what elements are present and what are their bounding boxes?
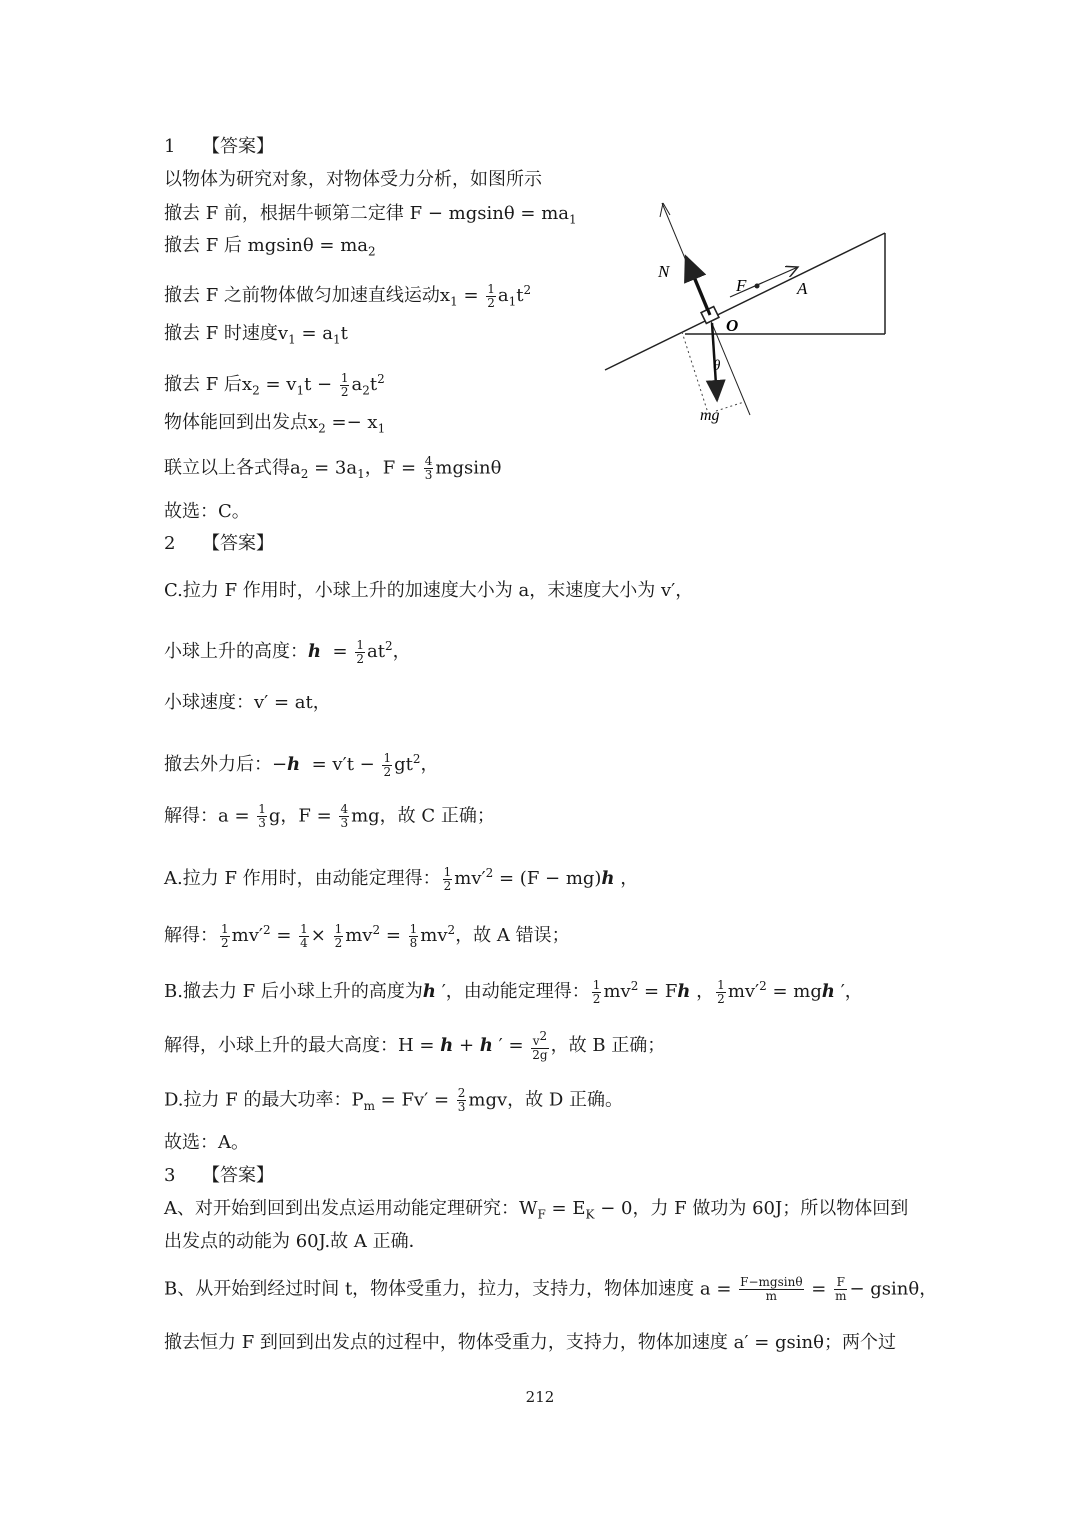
q2-line-5: 解得：a = $\frac{1}{3}$ g，F = $\frac{4}{3}$ mg，故 C 正确；: [164, 802, 495, 830]
q2-header: [164, 531, 274, 557]
q1-line-3: 撤去 F 后 $mgsin\theta = ma_2$: [164, 235, 376, 259]
q2-conclusion: 故选：A。: [164, 1132, 249, 1153]
q1-line-8: 联立以上各式得$a_2 = 3a_1$，F = $\frac{4}{3}$ mgsinθ: [164, 454, 502, 482]
q2-number: 2: [164, 533, 176, 554]
q1-line-1: 以物体为研究对象，对物体受力分析，如图所示: [164, 169, 542, 190]
page-number: 212: [525, 1388, 555, 1406]
label-theta: θ: [713, 358, 721, 374]
q2-line-4: 撤去外力后：−ℎ = v′t − $\frac{1}{2}$ $gt^2$，: [164, 750, 439, 779]
label-f: F: [736, 276, 747, 295]
incline-line: [605, 233, 885, 370]
q1-line-4: 撤去 F 之前物体做匀加速直线运动$x_1$ = $\frac{1}{2}$ $a_1t^2$: [164, 281, 532, 310]
q1-header: [164, 134, 274, 160]
normal-force-arrow: [686, 257, 710, 315]
q1-line-7: 物体能回到出发点$x_2 =- x_1$: [164, 412, 386, 436]
label-mg: mg: [700, 407, 720, 424]
q2-line-10: D.拉力 F 的最大功率：$P_m = Fv'$ = $\frac{2}{3}$ mgv，故 D 正确。: [164, 1086, 624, 1114]
q1-line-5: 撤去 F 时速度$v_1 = a_1t$: [164, 323, 348, 347]
force-diagram: [600, 195, 900, 425]
q2-line-9: 解得，小球上升的最大高度：H = ℎ + ℎ ′ = $\frac{v^2}{2g}$ ，故 B 正确；: [164, 1029, 666, 1062]
q1-number: 1: [164, 136, 176, 157]
q1-line-2: 撤去 F 前，根据牛顿第二定律 $F - mgsin\theta = ma_1$: [164, 203, 577, 227]
q3-line-3: B、从开始到经过时间 t，物体受重力，拉力，支持力，物体加速度 a = $\frac{F-mgsin\theta}{m}$ = $\frac{F}{m}$ − gsinθ，: [164, 1275, 938, 1303]
q3-title: 【答案】: [202, 1165, 274, 1186]
label-o: O: [726, 316, 739, 335]
q2-line-6: A.拉力 F 作用时，由动能定理得： $\frac{1}{2}$ $mv'^2 = (F$ − mg)ℎ ，: [164, 864, 639, 893]
q2-title: 【答案】: [202, 533, 274, 554]
q2-line-3: 小球速度：v′ = at，: [164, 692, 331, 713]
q3-line-2: 出发点的动能为 60J.故 A 正确．: [164, 1231, 427, 1252]
q1-conclusion: 故选：C。: [164, 501, 250, 522]
q2-line-7: 解得： $\frac{1}{2}$ $mv'^2$ = $\frac{1}{4}$ × $\frac{1}{2}$ $mv^2$ = $\frac{1}{8}$ $mv^2$，故 A 错误；: [164, 921, 570, 950]
q2-line-2: 小球上升的高度：ℎ = $\frac{1}{2}$ $at^2$，: [164, 637, 411, 666]
q3-header: [164, 1163, 274, 1189]
q1-title: 【答案】: [202, 136, 274, 157]
q3-number: 3: [164, 1165, 176, 1186]
label-a: A: [797, 279, 808, 298]
label-n: N: [658, 262, 670, 281]
q3-line-4: 撤去恒力 F 到回到出发点的过程中，物体受重力，支持力，物体加速度 a′ = gsinθ；两个过: [164, 1332, 896, 1353]
q2-line-1: C.拉力 F 作用时，小球上升的加速度大小为 a，末速度大小为 v′，: [164, 580, 694, 601]
q2-line-8: B.撤去力 F 后小球上升的高度为ℎ ′，由动能定理得： $\frac{1}{2}$ $mv^2$ = Fℎ ， $\frac{1}{2}$ $mv'^2$ = mgℎ ′，: [164, 977, 863, 1006]
q3-line-1: A、对开始到回到出发点运用动能定理研究：$W_F = E_K - 0$，力 F 做功为 60J；所以物体回到: [164, 1198, 909, 1222]
q1-line-6: 撤去 F 后$x_2 = v_1t$ − $\frac{1}{2}$ $a_2t^2$: [164, 370, 385, 399]
